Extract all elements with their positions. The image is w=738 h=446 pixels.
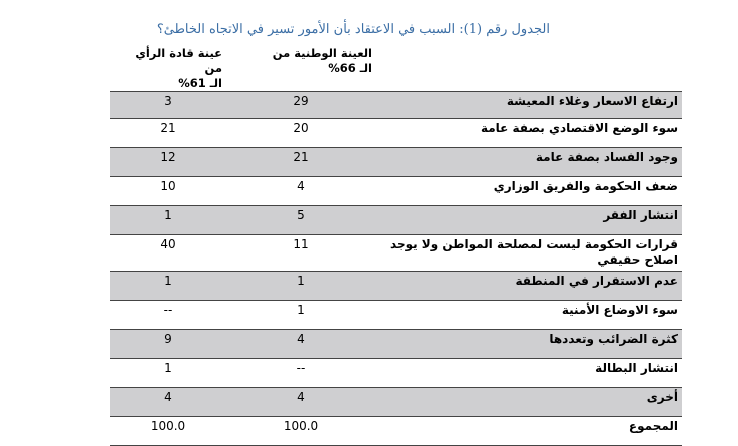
header-opinion-line2: الـ 61% (178, 76, 222, 90)
row-label: ضعف الحكومة والفريق الوزاري (376, 177, 682, 206)
header-national-line1: العينة الوطنية من (272, 46, 372, 60)
opinion-value: 1 (110, 206, 226, 235)
table-row (110, 272, 682, 301)
table-row (110, 206, 682, 235)
opinion-total: 100.0 (110, 417, 226, 446)
table-row (110, 359, 682, 388)
table-row (110, 119, 682, 148)
table-row (110, 148, 682, 177)
national-value: 20 (226, 119, 376, 148)
national-value: 5 (226, 206, 376, 235)
opinion-value: -- (110, 301, 226, 330)
national-value: 11 (226, 235, 376, 272)
opinion-value: 1 (110, 272, 226, 301)
national-value: 1 (226, 301, 376, 330)
opinion-value: 12 (110, 148, 226, 177)
table-row (110, 301, 682, 330)
table-row (110, 177, 682, 206)
table-caption: الجدول رقم (1): السبب في الاعتقاد بأن الأمور تسير في الاتجاه الخاطئ؟ (156, 22, 550, 37)
row-label: سوء الوضع الاقتصادي بصفة عامة (376, 119, 682, 148)
national-value: 4 (226, 177, 376, 206)
opinion-value: 21 (110, 119, 226, 148)
national-total: 100.0 (226, 417, 376, 446)
header-opinion-line1: عينة قادة الرأي من (135, 46, 222, 75)
row-label: عدم الاستقرار في المنطقة (376, 272, 682, 301)
row-label: أخرى (376, 388, 682, 417)
opinion-value: 40 (110, 235, 226, 272)
national-value: 29 (226, 92, 376, 119)
header-national-line2: الـ 66% (328, 61, 372, 75)
row-label: سوء الاوضاع الأمنية (376, 301, 682, 330)
table-row (110, 388, 682, 417)
opinion-value: 9 (110, 330, 226, 359)
row-label: وجود الفساد بصفة عامة (376, 148, 682, 177)
row-label: ارتفاع الاسعار وغلاء المعيشة (376, 92, 682, 119)
row-label: انتشار الفقر (376, 206, 682, 235)
results-table (110, 44, 682, 446)
table-row (110, 235, 682, 272)
total-label: المجموع (376, 417, 682, 446)
national-value: -- (226, 359, 376, 388)
table-row (110, 92, 682, 119)
row-label: كثرة الضرائب وتعددها (376, 330, 682, 359)
table-total-row (110, 417, 682, 446)
national-value: 4 (226, 388, 376, 417)
row-label: انتشار البطالة (376, 359, 682, 388)
header-opinion-leaders (110, 44, 226, 92)
row-label: قرارات الحكومة ليست لمصلحة المواطن ولا يوجد اصلاح حقيقي (376, 235, 682, 272)
header-national-sample (226, 44, 376, 92)
table-header-row (110, 44, 682, 92)
national-value: 4 (226, 330, 376, 359)
national-value: 1 (226, 272, 376, 301)
national-value: 21 (226, 148, 376, 177)
opinion-value: 3 (110, 92, 226, 119)
header-label-cell (376, 44, 682, 92)
opinion-value: 10 (110, 177, 226, 206)
opinion-value: 4 (110, 388, 226, 417)
opinion-value: 1 (110, 359, 226, 388)
table-row (110, 330, 682, 359)
